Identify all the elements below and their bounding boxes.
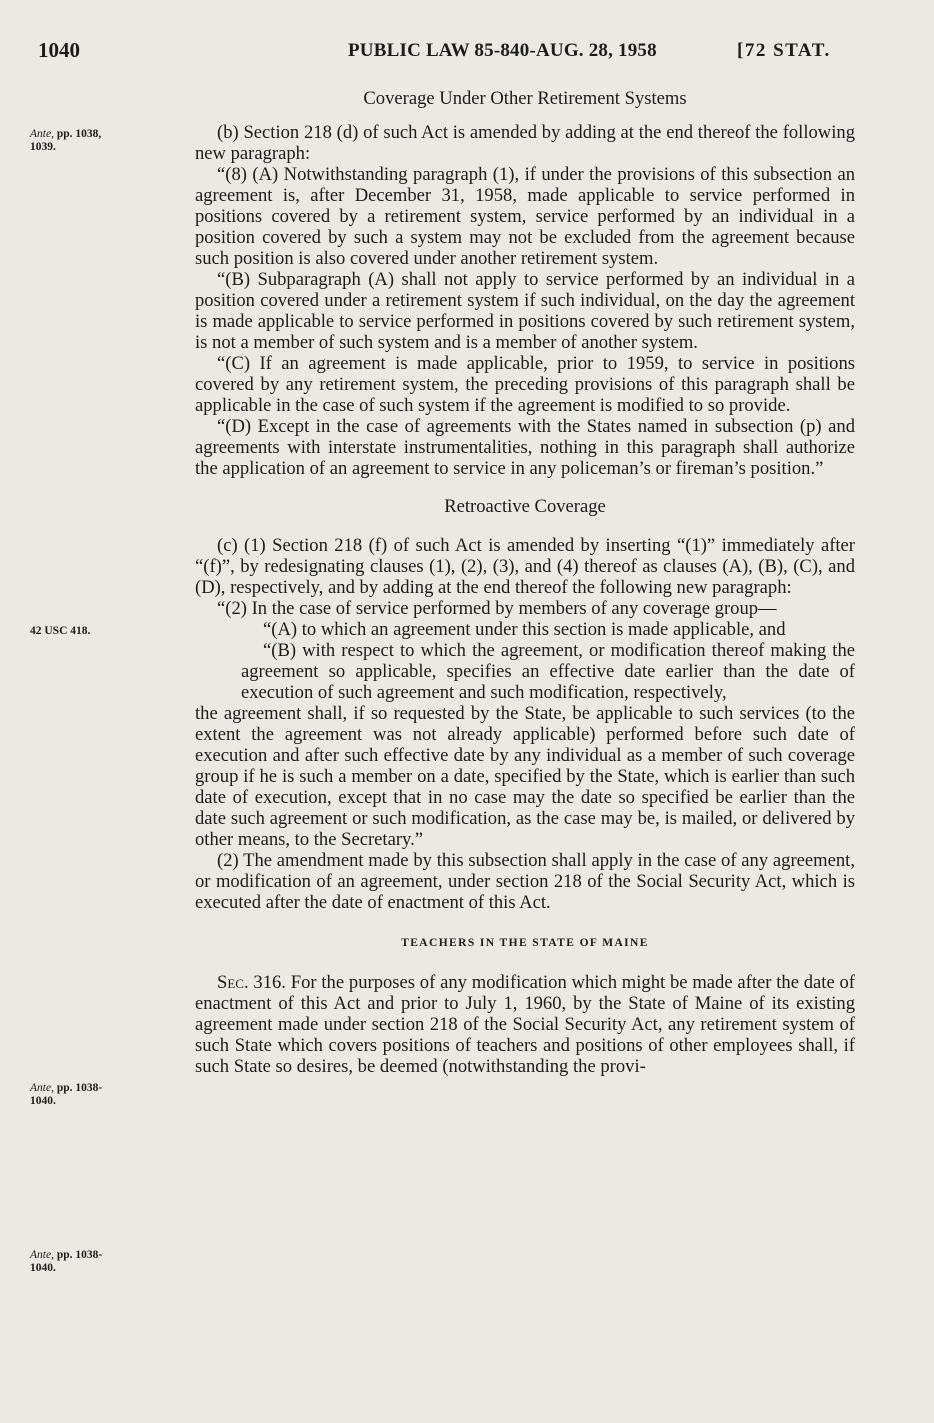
paragraph-c1: (c) (1) Section 218 (f) of such Act is amended by inserting “(1)” immediately after “(f)”, by redesignating clauses (1), (2), (3), and (4) thereof as clauses (A), (B), (C), and (D), respectively, and by adding at the end thereof the following new paragraph:: [195, 535, 855, 598]
body-text: [195, 88, 855, 1077]
section-heading-retroactive: Retroactive Coverage: [444, 496, 606, 517]
paragraph-c2b: “(B) with respect to which the agreement, or modification thereof making the agreement so applicable, specifies an effective date earlier than the date of execution of such agreement and such modification, respectively,: [241, 640, 855, 703]
section-label: Sec. 316.: [217, 972, 286, 993]
margin-note-2: 42 USC 418.: [30, 625, 91, 637]
paragraph-c-amendment: (2) The amendment made by this subsection shall apply in the case of any agreement, or modification of an agreement, under section 218 of the Social Security Act, which is executed after the date of enactment of this Act.: [195, 850, 855, 913]
section-heading-coverage: Coverage Under Other Retirement Systems: [363, 88, 687, 109]
page-header: [0, 38, 934, 68]
page-number: 1040: [38, 38, 80, 62]
margin-note-3: Ante, pp. 1038- 1040.: [30, 1082, 103, 1107]
section-heading-maine: TEACHERS IN THE STATE OF MAINE: [401, 937, 649, 949]
paragraph-b: (b) Section 218 (d) of such Act is amended by adding at the end thereof the following new paragraph:: [195, 122, 855, 164]
paragraph-sec-316: Sec. 316. For the purposes of any modification which might be made after the date of enactment of this Act and prior to July 1, 1960, by the State of Maine of its existing agreement made under section 218 of the Social Security Act, any retirement system of such State which covers positions of teachers and positions of other employees shall, if such State so desires, be deemed (notwithstanding the provi-: [195, 972, 855, 1077]
margin-note-1: Ante, pp. 1038, 1039.: [30, 128, 102, 153]
header-title: PUBLIC LAW 85-840-AUG. 28, 1958: [348, 40, 657, 61]
margin-note-4: Ante, pp. 1038- 1040.: [30, 1249, 103, 1274]
paragraph-8c: “(C) If an agreement is made applicable, prior to 1959, to service in positions covered by any retirement system, the preceding provisions of this paragraph shall be applicable in the case of such system if the agreement is modified to so provide.: [195, 353, 855, 416]
paragraph-8d: “(D) Except in the case of agreements with the States named in subsection (p) and agreements with interstate instrumentalities, nothing in this paragraph shall authorize the application of an agreement to service in any policeman’s or fireman’s position.”: [195, 416, 855, 479]
paragraph-c2a: “(A) to which an agreement under this section is made applicable, and: [263, 619, 786, 640]
paragraph-c2-continuation: the agreement shall, if so requested by the State, be applicable to such services (to the extent the agreement was not already applicable) performed before such date of execution and after such effective date by any individual as a member of such coverage group if he is such a member on a date, specified by the State, which is earlier than such date of execution, except that in no case may the date so specified be earlier than the date such agreement or such modification, as the case may be, is mailed, or delivered by other means, to the Secretary.”: [195, 703, 855, 850]
paragraph-8a: “(8) (A) Notwithstanding paragraph (1), if under the provisions of this subsection an agreement is, after December 31, 1958, made applicable to service performed in positions covered by a retirement system, service performed by an individual in a position covered by such a system may not be excluded from the agreement because such position is also covered under another retirement system.: [195, 164, 855, 269]
header-statute: [72 STAT.: [737, 40, 831, 61]
paragraph-c2: “(2) In the case of service performed by members of any coverage group—: [217, 598, 777, 619]
paragraph-8b: “(B) Subparagraph (A) shall not apply to service performed by an individual in a position covered under a retirement system if such individual, on the day the agreement is made applicable to service performed in positions covered by such retirement system, is not a member of such system and is a member of another system.: [195, 269, 855, 353]
